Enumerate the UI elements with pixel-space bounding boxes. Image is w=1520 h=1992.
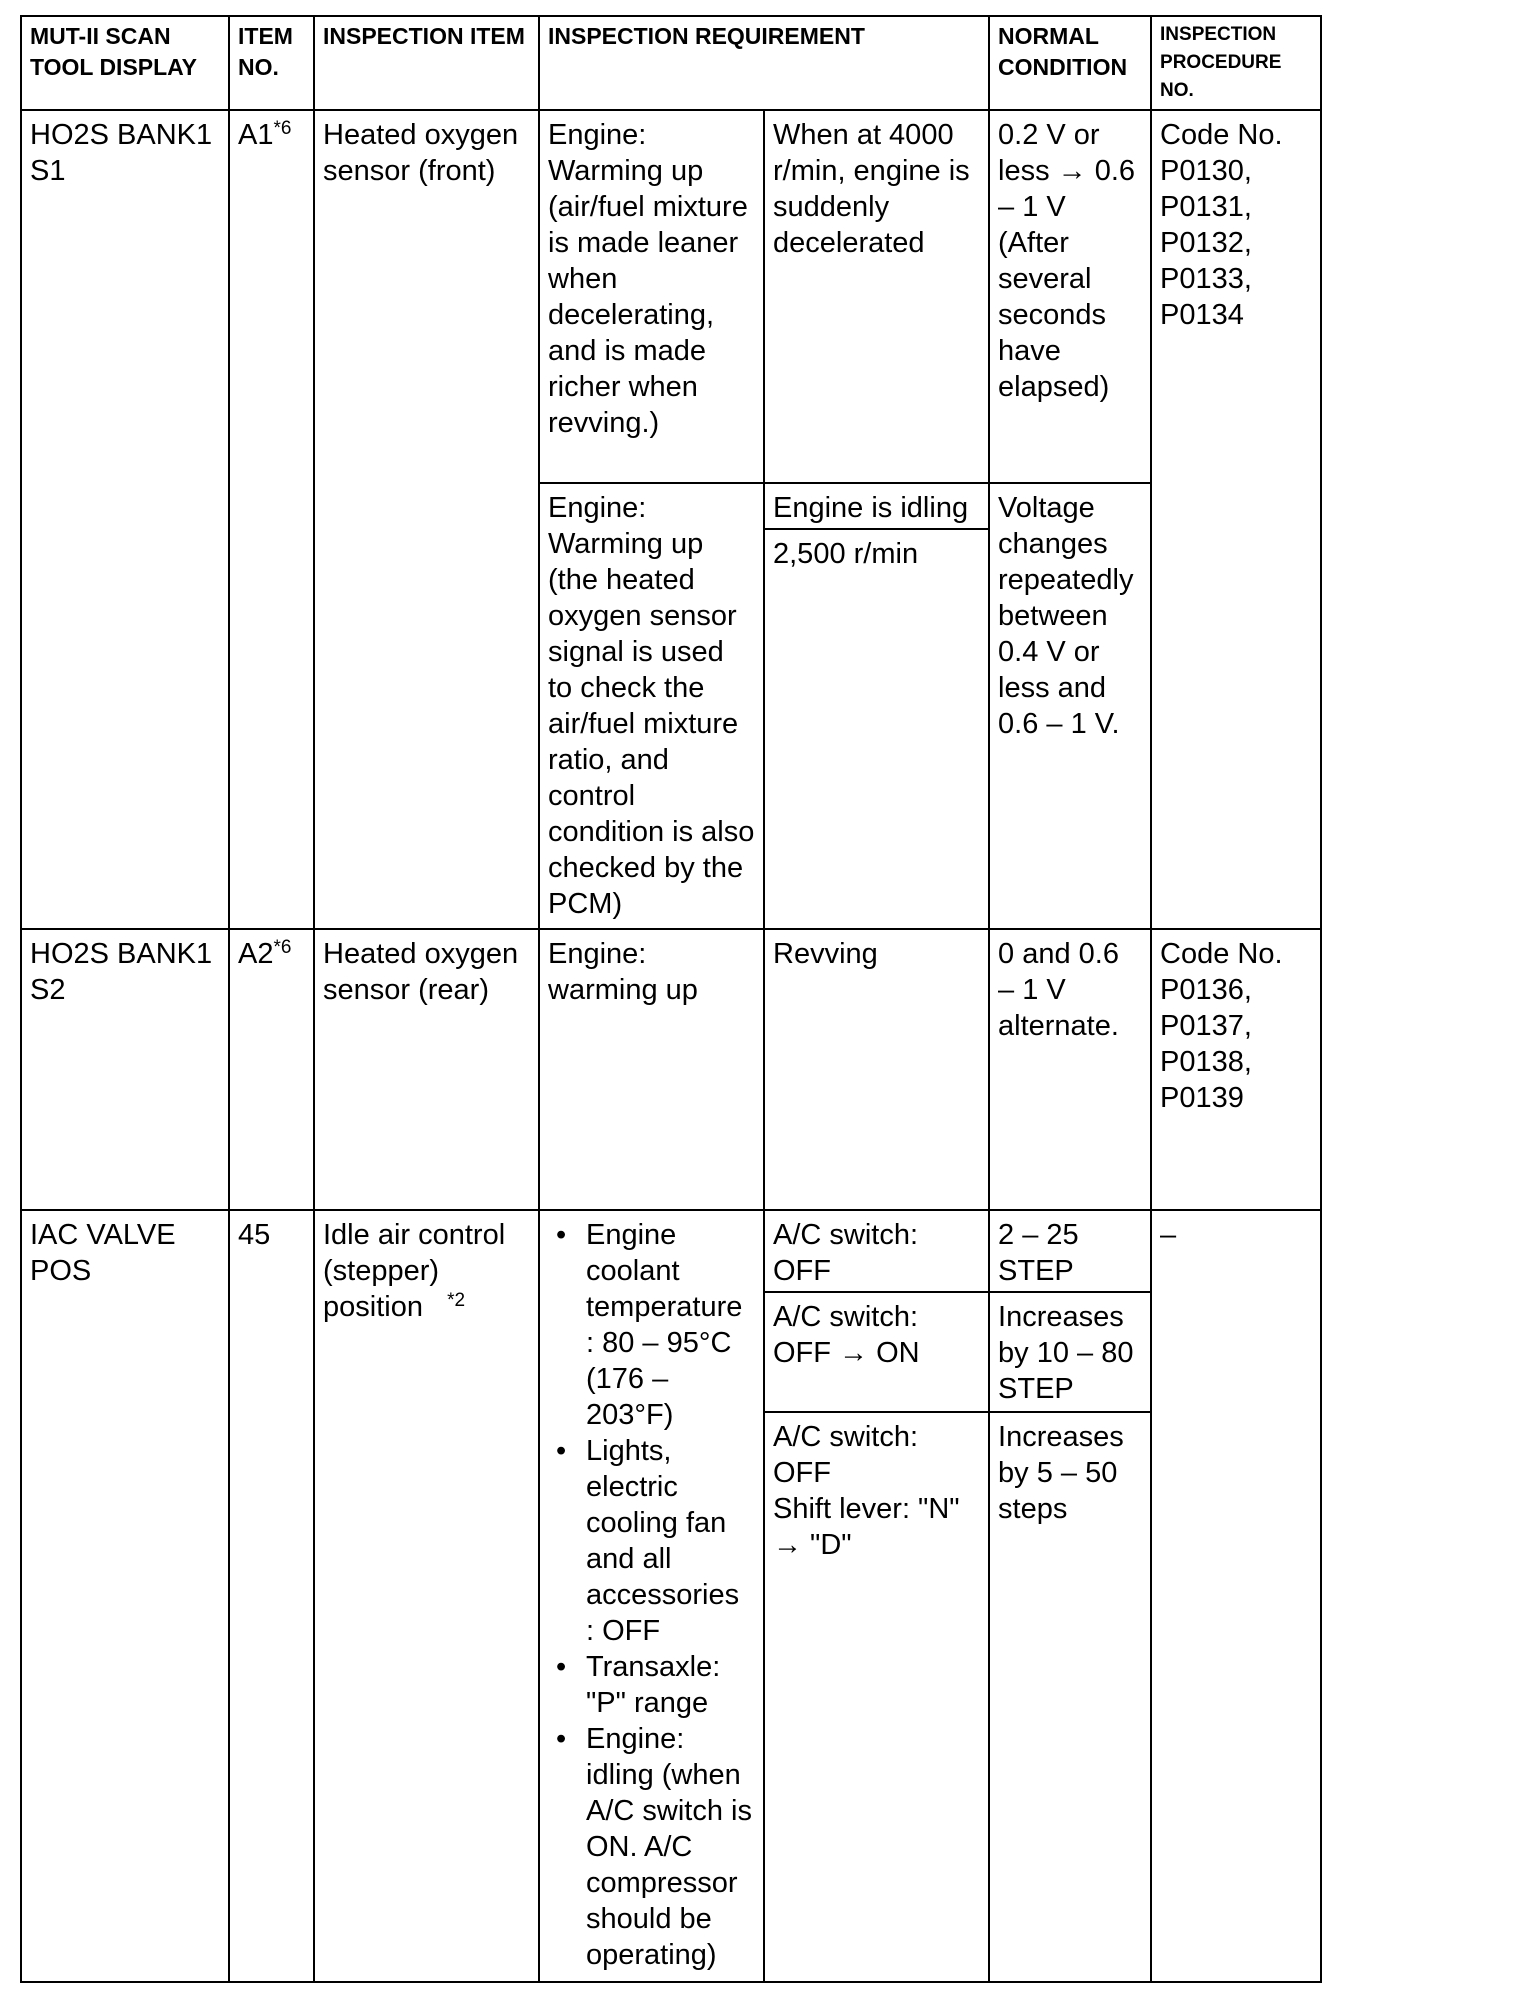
row1-requirement-1: Engine: Warming up (air/fuel mixture is made leaner when decelerating, and is made richer when revving.) [539,110,764,483]
list-item: • Engine: idling (when A/C switch is ON. A/C compressor should be operating) [586,1721,755,1973]
row3-normal-3: Increases by 5 – 50 steps [989,1412,1151,1982]
row1-normal-1: 0.2 V or less → 0.6 – 1 V (After several seconds have elapsed) [989,110,1151,483]
header-item-no: ITEM NO. [229,16,314,110]
row1-condition-2b: 2,500 r/min [764,529,989,929]
row1-normal-2: Voltage changes repeatedly between 0.4 V or less and 0.6 – 1 V. [989,483,1151,929]
row1-requirement-2: Engine: Warming up (the heated oxygen sensor signal is used to check the air/fuel mixture ratio, and control condition is also checked by the PCM) [539,483,764,929]
list-item: • Transaxle: "P" range [586,1649,755,1721]
row1-display: HO2S BANK1 S1 [21,110,229,929]
row1-inspection-item: Heated oxygen sensor (front) [314,110,539,929]
row1-condition-1: When at 4000 r/min, engine is suddenly decelerated [764,110,989,483]
row3-item-no: 45 [229,1210,314,1982]
row3-procedure: – [1151,1210,1321,1982]
row2-inspection-item: Heated oxygen sensor (rear) [314,929,539,1210]
row3-condition-1: A/C switch: OFF [764,1210,989,1292]
row2-normal: 0 and 0.6 – 1 V alternate. [989,929,1151,1210]
row2-item-no: A2$^{*6}$ [229,929,314,1210]
header-inspection-requirement: INSPECTION REQUIREMENT [539,16,989,110]
row1-procedure: Code No. P0130, P0131, P0132, P0133, P0134 [1151,110,1321,929]
row2-requirement: Engine: warming up [539,929,764,1210]
row3-requirement-list [548,1217,755,1973]
row2-display: HO2S BANK1 S2 [21,929,229,1210]
header-normal-condition: NORMAL CONDITION [989,16,1151,110]
row3-inspection-item: Idle air control (stepper) position $^{*2}$ [314,1210,539,1982]
row3-normal-2: Increases by 10 – 80 STEP [989,1292,1151,1412]
row3-condition-2: A/C switch: OFF → ON [764,1292,989,1412]
row3-condition-3: A/C switch: OFF Shift lever: "N" → "D" [764,1412,989,1982]
header-inspection-item: INSPECTION ITEM [314,16,539,110]
list-item: • Lights, electric cooling fan and all accessories : OFF [586,1433,755,1649]
row2-procedure: Code No. P0136, P0137, P0138, P0139 [1151,929,1321,1210]
header-display: MUT-II SCAN TOOL DISPLAY [21,16,229,110]
row3-requirement [539,1210,764,1982]
list-item: • Engine coolant temperature : 80 – 95°C (176 – 203°F) [586,1217,755,1433]
row3-display: IAC VALVE POS [21,1210,229,1982]
inspection-table [20,15,1322,1983]
row1-item-no: A1$^{*6}$ [229,110,314,929]
row2-condition: Revving [764,929,989,1210]
row3-normal-1: 2 – 25 STEP [989,1210,1151,1292]
row1-condition-2a: Engine is idling [764,483,989,529]
header-procedure-no: INSPECTION PROCEDURE NO. [1151,16,1321,110]
